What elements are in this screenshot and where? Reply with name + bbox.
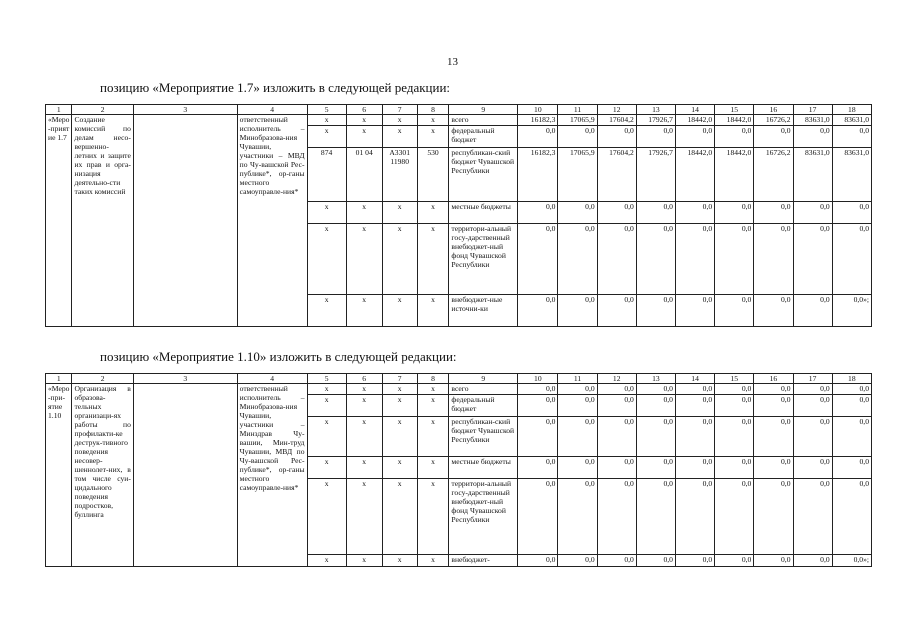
funding-value: 0,0 xyxy=(715,126,754,148)
column-number: 17 xyxy=(793,374,832,384)
funding-value: 0,0 xyxy=(597,202,636,224)
funding-source: федеральный бюджет xyxy=(449,126,518,148)
funding-value: 0,0 xyxy=(636,224,675,295)
funding-source: республикан-ский бюджет Чувашской Республики xyxy=(449,417,518,457)
budget-code-section: x xyxy=(346,417,382,457)
column-number: 10 xyxy=(518,374,558,384)
funding-value: 0,0 xyxy=(636,417,675,457)
funding-value: 0,0 xyxy=(675,202,714,224)
budget-code-grbs: x xyxy=(307,395,346,417)
column-number: 8 xyxy=(417,105,449,115)
funding-value: 0,0 xyxy=(518,479,558,555)
funding-value: 0,0 xyxy=(636,395,675,417)
column-number: 2 xyxy=(72,105,133,115)
budget-code-grbs: x xyxy=(307,555,346,567)
column-number: 12 xyxy=(597,105,636,115)
column-number: 9 xyxy=(449,105,518,115)
column-number: 6 xyxy=(346,105,382,115)
budget-code-section: x xyxy=(346,115,382,126)
funding-value: 0,0 xyxy=(558,384,597,395)
budget-code-target: x xyxy=(382,115,417,126)
funding-value: 0,0 xyxy=(597,224,636,295)
funding-value: 0,0 xyxy=(754,395,793,417)
funding-value: 0,0 xyxy=(754,479,793,555)
funding-value: 0,0 xyxy=(597,479,636,555)
column-number: 4 xyxy=(237,105,307,115)
section-heading-1: позицию «Мероприятие 1.7» изложить в следующей редакции: xyxy=(100,80,451,95)
budget-code-grbs: x xyxy=(307,479,346,555)
budget-code-target: x xyxy=(382,224,417,295)
table-row xyxy=(46,115,872,126)
funding-value: 0,0 xyxy=(636,384,675,395)
funding-value: 0,0 xyxy=(754,295,793,327)
funding-value: 0,0 xyxy=(558,479,597,555)
budget-code-target: x xyxy=(382,555,417,567)
column-number: 12 xyxy=(597,374,636,384)
column-number: 13 xyxy=(636,374,675,384)
funding-value: 0,0 xyxy=(636,555,675,567)
budget-table-1 xyxy=(45,104,872,327)
funding-value: 0,0 xyxy=(675,395,714,417)
column-number: 7 xyxy=(382,105,417,115)
funding-source: местные бюджеты xyxy=(449,457,518,479)
column-number: 18 xyxy=(832,374,871,384)
funding-value: 0,0 xyxy=(558,457,597,479)
funding-value: 0,0 xyxy=(518,417,558,457)
column-number: 10 xyxy=(518,105,558,115)
funding-value: 0,0 xyxy=(793,457,832,479)
budget-code-type: x xyxy=(417,555,449,567)
funding-value: 0,0 xyxy=(518,126,558,148)
funding-value: 0,0 xyxy=(518,384,558,395)
budget-code-type: x xyxy=(417,395,449,417)
budget-code-target: x xyxy=(382,202,417,224)
page-number: 13 xyxy=(447,56,458,68)
budget-code-section: 01 04 xyxy=(346,148,382,202)
funding-value: 0,0 xyxy=(558,126,597,148)
funding-value: 0,0 xyxy=(636,126,675,148)
funding-value: 0,0 xyxy=(597,417,636,457)
column-number: 11 xyxy=(558,105,597,115)
column-number: 4 xyxy=(237,374,307,384)
budget-code-type: x xyxy=(417,115,449,126)
funding-value: 0,0»; xyxy=(832,555,871,567)
responsible-executor: ответственный исполнитель – Минобразова-ния Чувашии, участники – Минздрав Чу-вашии, Мин-труд Чувашии, МВД по Чу-вашской Рес-публике*, ор-ганы местного самоуправле-ния* xyxy=(237,384,307,567)
funding-value: 0,0 xyxy=(715,479,754,555)
column-number: 13 xyxy=(636,105,675,115)
funding-value: 0,0 xyxy=(675,479,714,555)
funding-value: 0,0 xyxy=(715,395,754,417)
measure-title: Организация в образова-тельных организаци-ях работы по профилакти-ке деструк-тивного поведения несовер-шеннолет-них, в том числе суи-цидального поведения подростков, буллинга xyxy=(72,384,133,567)
funding-value: 0,0 xyxy=(754,126,793,148)
funding-value: 0,0 xyxy=(636,457,675,479)
header-row xyxy=(46,374,872,384)
funding-value: 0,0 xyxy=(793,126,832,148)
funding-value: 0,0 xyxy=(675,555,714,567)
funding-value: 0,0 xyxy=(597,295,636,327)
table-row xyxy=(46,384,872,395)
funding-value: 0,0 xyxy=(793,202,832,224)
measure-number: «Меро-приятие 1.7 xyxy=(46,115,72,327)
funding-value: 0,0»; xyxy=(832,295,871,327)
budget-code-target: x xyxy=(382,126,417,148)
funding-source: внебюджет-ные источни-ки xyxy=(449,295,518,327)
funding-value: 0,0 xyxy=(754,555,793,567)
budget-code-grbs: x xyxy=(307,115,346,126)
funding-value: 0,0 xyxy=(636,202,675,224)
budget-code-section: x xyxy=(346,479,382,555)
funding-value: 0,0 xyxy=(518,224,558,295)
column-number: 6 xyxy=(346,374,382,384)
column-number: 14 xyxy=(675,374,714,384)
funding-value: 0,0 xyxy=(793,395,832,417)
measure-number: «Меро-при-ятие 1.10 xyxy=(46,384,72,567)
funding-value: 0,0 xyxy=(832,417,871,457)
funding-value: 0,0 xyxy=(675,295,714,327)
budget-code-grbs: x xyxy=(307,295,346,327)
funding-value: 17065,9 xyxy=(558,148,597,202)
funding-value: 0,0 xyxy=(793,224,832,295)
funding-value: 0,0 xyxy=(675,126,714,148)
budget-code-type: x xyxy=(417,479,449,555)
column-number: 5 xyxy=(307,105,346,115)
budget-code-target: x xyxy=(382,479,417,555)
funding-source: всего xyxy=(449,115,518,126)
funding-value: 17926,7 xyxy=(636,115,675,126)
funding-source: всего xyxy=(449,384,518,395)
funding-source: территори-альный госу-дарственный внебюджет-ный фонд Чувашской Республики xyxy=(449,224,518,295)
section-heading-2: позицию «Мероприятие 1.10» изложить в следующей редакции: xyxy=(100,349,457,364)
column-number: 8 xyxy=(417,374,449,384)
funding-source: республикан-ский бюджет Чувашской Республики xyxy=(449,148,518,202)
funding-value: 83631,0 xyxy=(793,115,832,126)
funding-value: 0,0 xyxy=(793,479,832,555)
responsible-executor: ответственный исполнитель – Минобразова-ния Чувашии, участники – МВД по Чу-вашской Рес-публике*, ор-ганы местного самоуправле-ния* xyxy=(237,115,307,327)
funding-value: 18442,0 xyxy=(715,148,754,202)
funding-value: 0,0 xyxy=(793,417,832,457)
funding-value: 0,0 xyxy=(832,457,871,479)
budget-code-section: x xyxy=(346,202,382,224)
funding-value: 17926,7 xyxy=(636,148,675,202)
funding-value: 0,0 xyxy=(715,457,754,479)
funding-value: 0,0 xyxy=(636,295,675,327)
empty-cell xyxy=(133,115,237,327)
budget-code-grbs: x xyxy=(307,202,346,224)
budget-code-target: x xyxy=(382,457,417,479)
funding-value: 0,0 xyxy=(793,295,832,327)
funding-value: 0,0 xyxy=(675,384,714,395)
column-number: 11 xyxy=(558,374,597,384)
funding-value: 0,0 xyxy=(754,224,793,295)
funding-value: 0,0 xyxy=(715,202,754,224)
column-number: 9 xyxy=(449,374,518,384)
budget-code-type: x xyxy=(417,417,449,457)
funding-value: 0,0 xyxy=(518,395,558,417)
funding-value: 0,0 xyxy=(832,479,871,555)
funding-value: 18442,0 xyxy=(675,115,714,126)
column-number: 3 xyxy=(133,105,237,115)
funding-value: 0,0 xyxy=(558,295,597,327)
budget-code-type: x xyxy=(417,126,449,148)
column-number: 3 xyxy=(133,374,237,384)
funding-value: 0,0 xyxy=(715,224,754,295)
budget-code-section: x xyxy=(346,126,382,148)
funding-value: 0,0 xyxy=(518,295,558,327)
funding-value: 0,0 xyxy=(754,457,793,479)
funding-value: 17065,9 xyxy=(558,115,597,126)
budget-code-target: x xyxy=(382,395,417,417)
funding-value: 0,0 xyxy=(597,395,636,417)
funding-value: 18442,0 xyxy=(675,148,714,202)
funding-value: 0,0 xyxy=(754,384,793,395)
budget-code-grbs: x xyxy=(307,384,346,395)
funding-value: 0,0 xyxy=(715,384,754,395)
funding-value: 0,0 xyxy=(518,555,558,567)
column-number: 1 xyxy=(46,374,72,384)
budget-code-section: x xyxy=(346,457,382,479)
funding-source: местные бюджеты xyxy=(449,202,518,224)
funding-value: 0,0 xyxy=(715,555,754,567)
column-number: 2 xyxy=(72,374,133,384)
funding-source: федеральный бюджет xyxy=(449,395,518,417)
funding-value: 0,0 xyxy=(597,555,636,567)
budget-code-grbs: 874 xyxy=(307,148,346,202)
funding-value: 0,0 xyxy=(558,224,597,295)
funding-value: 0,0 xyxy=(793,555,832,567)
budget-code-grbs: x xyxy=(307,417,346,457)
column-number: 16 xyxy=(754,105,793,115)
budget-code-type: x xyxy=(417,224,449,295)
funding-value: 0,0 xyxy=(715,295,754,327)
funding-value: 0,0 xyxy=(793,384,832,395)
column-number: 17 xyxy=(793,105,832,115)
column-number: 1 xyxy=(46,105,72,115)
funding-value: 83631,0 xyxy=(832,148,871,202)
funding-value: 16726,2 xyxy=(754,148,793,202)
budget-code-section: x xyxy=(346,384,382,395)
funding-source: внебюджет- xyxy=(449,555,518,567)
funding-value: 0,0 xyxy=(832,224,871,295)
funding-value: 0,0 xyxy=(558,417,597,457)
budget-code-section: x xyxy=(346,555,382,567)
funding-value: 17604,2 xyxy=(597,115,636,126)
funding-value: 0,0 xyxy=(518,457,558,479)
funding-value: 83631,0 xyxy=(832,115,871,126)
funding-value: 0,0 xyxy=(558,202,597,224)
funding-value: 0,0 xyxy=(518,202,558,224)
funding-value: 0,0 xyxy=(754,202,793,224)
column-number: 15 xyxy=(715,105,754,115)
funding-value: 0,0 xyxy=(675,457,714,479)
funding-value: 0,0 xyxy=(832,395,871,417)
budget-code-type: x xyxy=(417,384,449,395)
funding-value: 83631,0 xyxy=(793,148,832,202)
budget-code-target: x xyxy=(382,295,417,327)
funding-value: 0,0 xyxy=(715,417,754,457)
funding-value: 0,0 xyxy=(597,126,636,148)
budget-code-target: x xyxy=(382,417,417,457)
empty-cell xyxy=(133,384,237,567)
budget-code-grbs: x xyxy=(307,457,346,479)
budget-code-type: x xyxy=(417,295,449,327)
budget-code-target: А3301 11980 xyxy=(382,148,417,202)
funding-value: 0,0 xyxy=(675,417,714,457)
budget-code-type: x xyxy=(417,202,449,224)
funding-value: 16182,3 xyxy=(518,115,558,126)
budget-code-section: x xyxy=(346,295,382,327)
column-number: 14 xyxy=(675,105,714,115)
funding-value: 0,0 xyxy=(597,384,636,395)
funding-value: 16182,3 xyxy=(518,148,558,202)
column-number: 15 xyxy=(715,374,754,384)
measure-title: Создание комиссий по делам несо-вершенно-летних и защите их прав и орга-низация деятельно-сти таких комиссий xyxy=(72,115,133,327)
funding-source: территори-альный госу-дарственный внебюджет-ный фонд Чувашской Республики xyxy=(449,479,518,555)
funding-value: 0,0 xyxy=(636,479,675,555)
budget-code-grbs: x xyxy=(307,126,346,148)
funding-value: 0,0 xyxy=(832,384,871,395)
column-number: 18 xyxy=(832,105,871,115)
budget-code-type: x xyxy=(417,457,449,479)
funding-value: 17604,2 xyxy=(597,148,636,202)
budget-code-type: 530 xyxy=(417,148,449,202)
funding-value: 0,0 xyxy=(675,224,714,295)
funding-value: 16726,2 xyxy=(754,115,793,126)
budget-table-2 xyxy=(45,373,872,567)
header-row xyxy=(46,105,872,115)
budget-code-section: x xyxy=(346,395,382,417)
funding-value: 0,0 xyxy=(558,395,597,417)
column-number: 7 xyxy=(382,374,417,384)
funding-value: 18442,0 xyxy=(715,115,754,126)
funding-value: 0,0 xyxy=(832,202,871,224)
budget-code-section: x xyxy=(346,224,382,295)
column-number: 5 xyxy=(307,374,346,384)
budget-code-grbs: x xyxy=(307,224,346,295)
column-number: 16 xyxy=(754,374,793,384)
funding-value: 0,0 xyxy=(558,555,597,567)
funding-value: 0,0 xyxy=(754,417,793,457)
funding-value: 0,0 xyxy=(597,457,636,479)
funding-value: 0,0 xyxy=(832,126,871,148)
budget-code-target: x xyxy=(382,384,417,395)
